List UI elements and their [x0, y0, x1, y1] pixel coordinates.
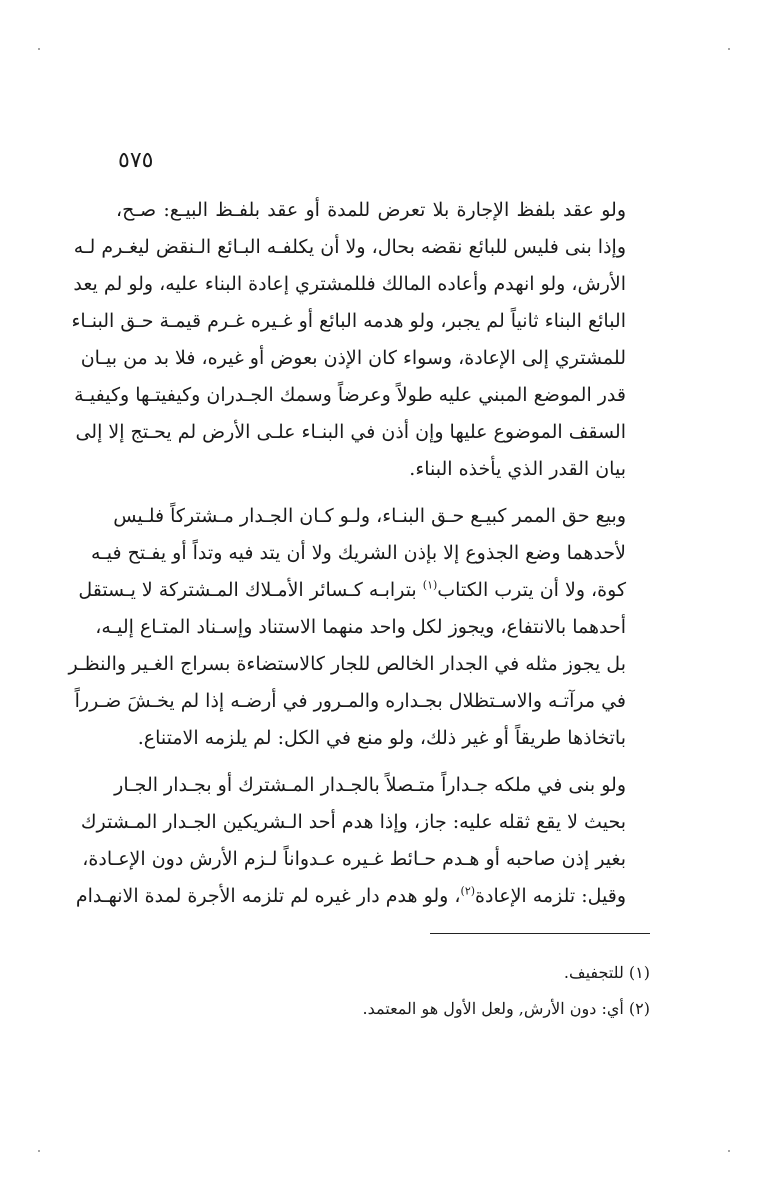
- text-line: بحيث لا يقع ثقله عليه: جاز، وإذا هدم أحد الـشريكين الجـدار المـشترك: [80, 811, 626, 833]
- footnote-item: (١) للتجفيف.: [563, 963, 650, 982]
- text-line: أحدهما بالانتفاع، ويجوز لكل واحد منهما الاستناد وإسـناد المتـاع إليـه،: [95, 616, 626, 638]
- text-line: وبيع حق الممر كبيـع حـق البنـاء، ولـو كـان الجـدار مـشتركاً فلـيس: [113, 505, 626, 527]
- scan-speck: [38, 1150, 40, 1152]
- footnotes: [280, 955, 650, 1027]
- paragraph-2: [68, 498, 648, 757]
- scan-speck: [728, 48, 730, 50]
- text-line: الأرش، ولو انهدم وأعاده المالك فللمشتري إعادة البناء عليه، ولو لم يعد: [73, 273, 626, 295]
- text-line: بل يجوز مثله في الجدار الخالص للجار كالاستضاءة بسراج الغـير والنظـر: [68, 653, 626, 675]
- text-line: في مرآتـه والاسـتظلال بجـداره والمـرور في أرضـه إذا لم يخـشَ ضـرراً: [74, 690, 626, 712]
- text-line: وإذا بنى فليس للبائع نقضه بحال، ولا أن يكلفـه البـائع الـنقض ليغـرم لـه: [73, 236, 626, 258]
- text-line-with-footnote: [78, 572, 648, 609]
- text-line: بغير إذن صاحبه أو هـدم حـائط غـيره عـدواناً لـزم الأرش دون الإعـادة،: [82, 848, 626, 870]
- footnote-reference: (٢): [460, 884, 476, 898]
- text-segment: بترابـه كـسائر الأمـلاك المـشتركة لا يـستقل: [78, 579, 423, 601]
- paragraph-3: [75, 767, 648, 915]
- text-line: ولو عقد بلفظ الإجارة بلا تعرض للمدة أو عقد بلفـظ البيـع: صـح،: [116, 199, 626, 221]
- text-line: البائع البناء ثانياً لم يجبر، ولو هدمه البائع أو غـيره غـرم قيمـة حـق البنـاء: [71, 310, 626, 332]
- main-text: [68, 192, 648, 925]
- footnote-item: (٢) أي: دون الأرش, ولعل الأول هو المعتمد.: [362, 999, 650, 1018]
- text-line: السقف الموضوع عليها وإن أذن في البنـاء علـى الأرض لم يحـتج إلا إلى: [75, 421, 626, 443]
- paragraph-1: [71, 192, 648, 488]
- footnote-reference: (١): [422, 578, 438, 592]
- text-line: ولو بنى في ملكه جـداراً متـصلاً بالجـدار المـشترك أو بجـدار الجـار: [114, 774, 626, 796]
- text-segment: وقيل: تلزمه الإعادة: [475, 885, 626, 907]
- text-line: قدر الموضع المبني عليه طولاً وعرضاً وسمك الجـدران وكيفيتـها وكيفيـة: [74, 384, 626, 406]
- page-number: ٥٧٥: [118, 148, 154, 173]
- text-line: لأحدهما وضع الجذوع إلا بإذن الشريك ولا أن يتد فيه وتداً أو يفـتح فيـه: [91, 542, 626, 564]
- text-line: للمشتري إلى الإعادة، وسواء كان الإذن بعوض أو غيره، فلا بد من بيـان: [80, 347, 626, 369]
- scan-speck: [728, 1150, 730, 1152]
- text-line: بيان القدر الذي يأخذه البناء.: [409, 458, 626, 480]
- text-line: باتخاذها طريقاً أو غير ذلك، ولو منع في الكل: لم يلزمه الامتناع.: [137, 727, 626, 749]
- footnote-divider: [430, 933, 650, 934]
- scan-speck: [38, 48, 40, 50]
- text-segment: كوة، ولا أن يترب الكتاب: [437, 579, 626, 601]
- text-segment: ، ولو هدم دار غيره لم تلزمه الأجرة لمدة الانهـدام: [75, 885, 461, 907]
- text-line-with-footnote: [75, 878, 648, 915]
